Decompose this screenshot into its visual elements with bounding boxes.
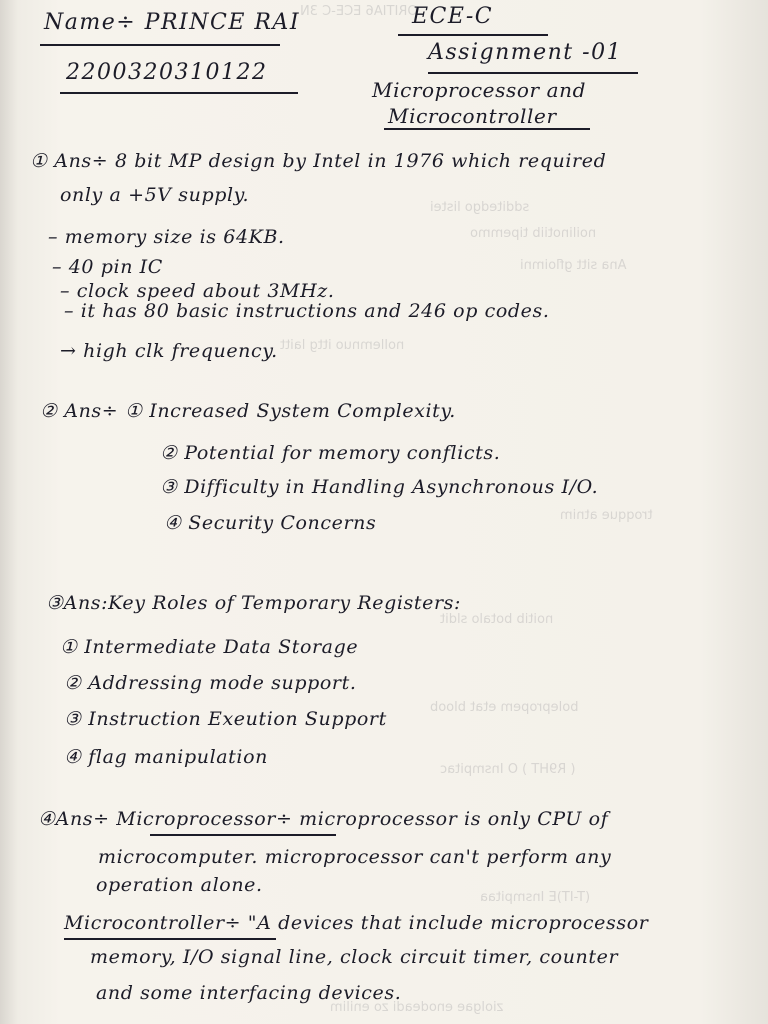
section-label: ECE-C	[412, 4, 494, 29]
answer-1-point: – 40 pin IC	[52, 256, 163, 278]
answer-4-line-3: operation alone.	[96, 874, 263, 896]
microprocessor-underline	[150, 834, 336, 836]
roll-underline	[60, 92, 298, 94]
subject-line-2: Microcontroller	[388, 104, 557, 128]
bleed-text: Ana sitt gfloimni	[520, 258, 627, 273]
answer-1-point: – it has 80 basic instructions and 246 op codes.	[64, 300, 550, 322]
answer-1-point: → high clk frequency.	[60, 340, 278, 362]
subject-underline	[384, 128, 590, 130]
microcontroller-underline	[64, 938, 276, 940]
bleed-text: noitib botalo sldit	[440, 612, 554, 627]
bleed-text: nollemnuo ittg laitt	[280, 338, 405, 353]
answer-3-point: ② Addressing mode support.	[64, 672, 357, 694]
answer-2-heading: ② Ans÷ ① Increased System Complexity.	[40, 400, 456, 422]
student-name: Name÷ PRINCE RAI	[44, 10, 301, 35]
section-underline	[398, 34, 548, 36]
answer-3-point: ① Intermediate Data Storage	[60, 636, 359, 658]
bleed-text: ( R9HT ) O Insmpitac	[440, 762, 576, 777]
answer-4-line-2: microcomputer. microprocessor can't perform any	[98, 846, 612, 868]
bleed-text: troqque atnim	[560, 508, 653, 523]
answer-1-line-2: only a +5V supply.	[60, 184, 250, 206]
answer-2-point: ④ Security Concerns	[164, 512, 377, 534]
answer-3-heading: ③Ans:Key Roles of Temporary Registers:	[46, 592, 461, 614]
bleed-text: ORITIA6 ECE-C 3N	[300, 4, 418, 19]
answer-2-point: ② Potential for memory conflicts.	[160, 442, 501, 464]
bleed-text: bolepropem etat bloob	[430, 700, 579, 715]
answer-1-point: – clock speed about 3MHz.	[60, 280, 335, 302]
assignment-underline	[428, 72, 638, 74]
microcontroller-line-2: memory, I/O signal line, clock circuit timer, counter	[90, 946, 619, 968]
answer-2-point: ③ Difficulty in Handling Asynchronous I/O.	[160, 476, 599, 498]
assignment-label: Assignment -01	[428, 40, 623, 65]
roll-number: 2200320310122	[66, 60, 268, 85]
answer-1-heading: ① Ans÷ 8 bit MP design by Intel in 1976 which required	[30, 150, 607, 172]
bleed-text: (T-IT)E Insmpitaa	[480, 890, 591, 905]
bleed-text: noilinotiib tipemmo	[470, 226, 597, 241]
subject-line-1: Microprocessor and	[372, 78, 587, 102]
bleed-text: ziolgae enodeadi zo enilim	[330, 1000, 504, 1015]
answer-3-point: ④ flag manipulation	[64, 746, 268, 768]
microcontroller-line-3: and some interfacing devices.	[96, 982, 402, 1004]
name-underline	[40, 44, 280, 46]
answer-4-heading: ④Ans÷ Microprocessor÷ microprocessor is only CPU of	[38, 808, 609, 830]
bleed-text: sdditedgo listei	[430, 200, 530, 215]
microcontroller-definition: Microcontroller÷ "A devices that include microprocessor	[64, 912, 649, 934]
answer-1-point: – memory size is 64KB.	[48, 226, 285, 248]
answer-3-point: ③ Instruction Exeution Support	[64, 708, 387, 730]
